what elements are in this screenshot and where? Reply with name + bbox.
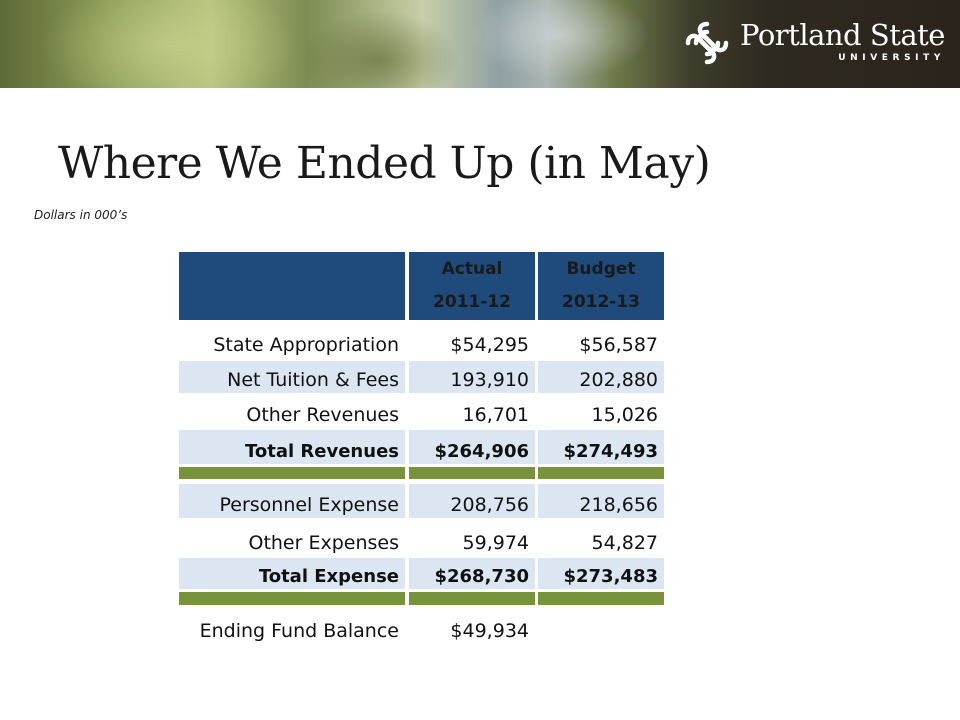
units-note: Dollars in 000’s: [34, 208, 128, 222]
budget-value: 54,827: [591, 532, 658, 554]
budget-value: $273,483: [538, 558, 664, 589]
row-label: Ending Fund Balance: [199, 620, 399, 642]
budget-value: 202,880: [538, 361, 664, 393]
row-label: Total Expense: [179, 558, 405, 589]
header-budget-label: Budget: [566, 259, 636, 279]
psu-emblem-icon: [682, 18, 732, 68]
budget-value: $56,587: [579, 334, 658, 356]
actual-value: $268,730: [409, 558, 535, 589]
header-actual-label: Actual: [441, 259, 503, 279]
row-label: Personnel Expense: [179, 484, 405, 518]
university-logo[interactable]: [682, 18, 945, 70]
budget-value: 218,656: [538, 484, 664, 518]
row-label: Net Tuition & Fees: [179, 361, 405, 393]
logo-name: Portland State: [740, 18, 945, 52]
actual-value: 193,910: [409, 361, 535, 393]
header-budget-cell: [538, 252, 664, 320]
actual-value: $264,906: [409, 430, 535, 464]
actual-value: 208,756: [409, 484, 535, 518]
actual-value: 59,974: [462, 532, 529, 554]
slide-title: Where We Ended Up (in May): [58, 138, 711, 189]
header-actual-year: 2011-12: [432, 292, 512, 312]
budget-value: $274,493: [538, 430, 664, 464]
budget-value: 15,026: [591, 404, 658, 426]
actual-value: $49,934: [450, 620, 529, 642]
actual-value: 16,701: [462, 404, 529, 426]
logo-subtitle: UNIVERSITY: [838, 53, 945, 63]
header-banner: [0, 0, 960, 88]
header-actual-cell: [409, 252, 535, 320]
row-label: Total Revenues: [179, 430, 405, 464]
actual-value: $54,295: [450, 334, 529, 356]
header-budget-year: 2012-13: [561, 292, 641, 312]
row-label: Other Expenses: [248, 532, 399, 554]
header-blank-cell: [179, 252, 405, 320]
row-label: State Appropriation: [213, 334, 399, 356]
row-label: Other Revenues: [246, 404, 399, 426]
